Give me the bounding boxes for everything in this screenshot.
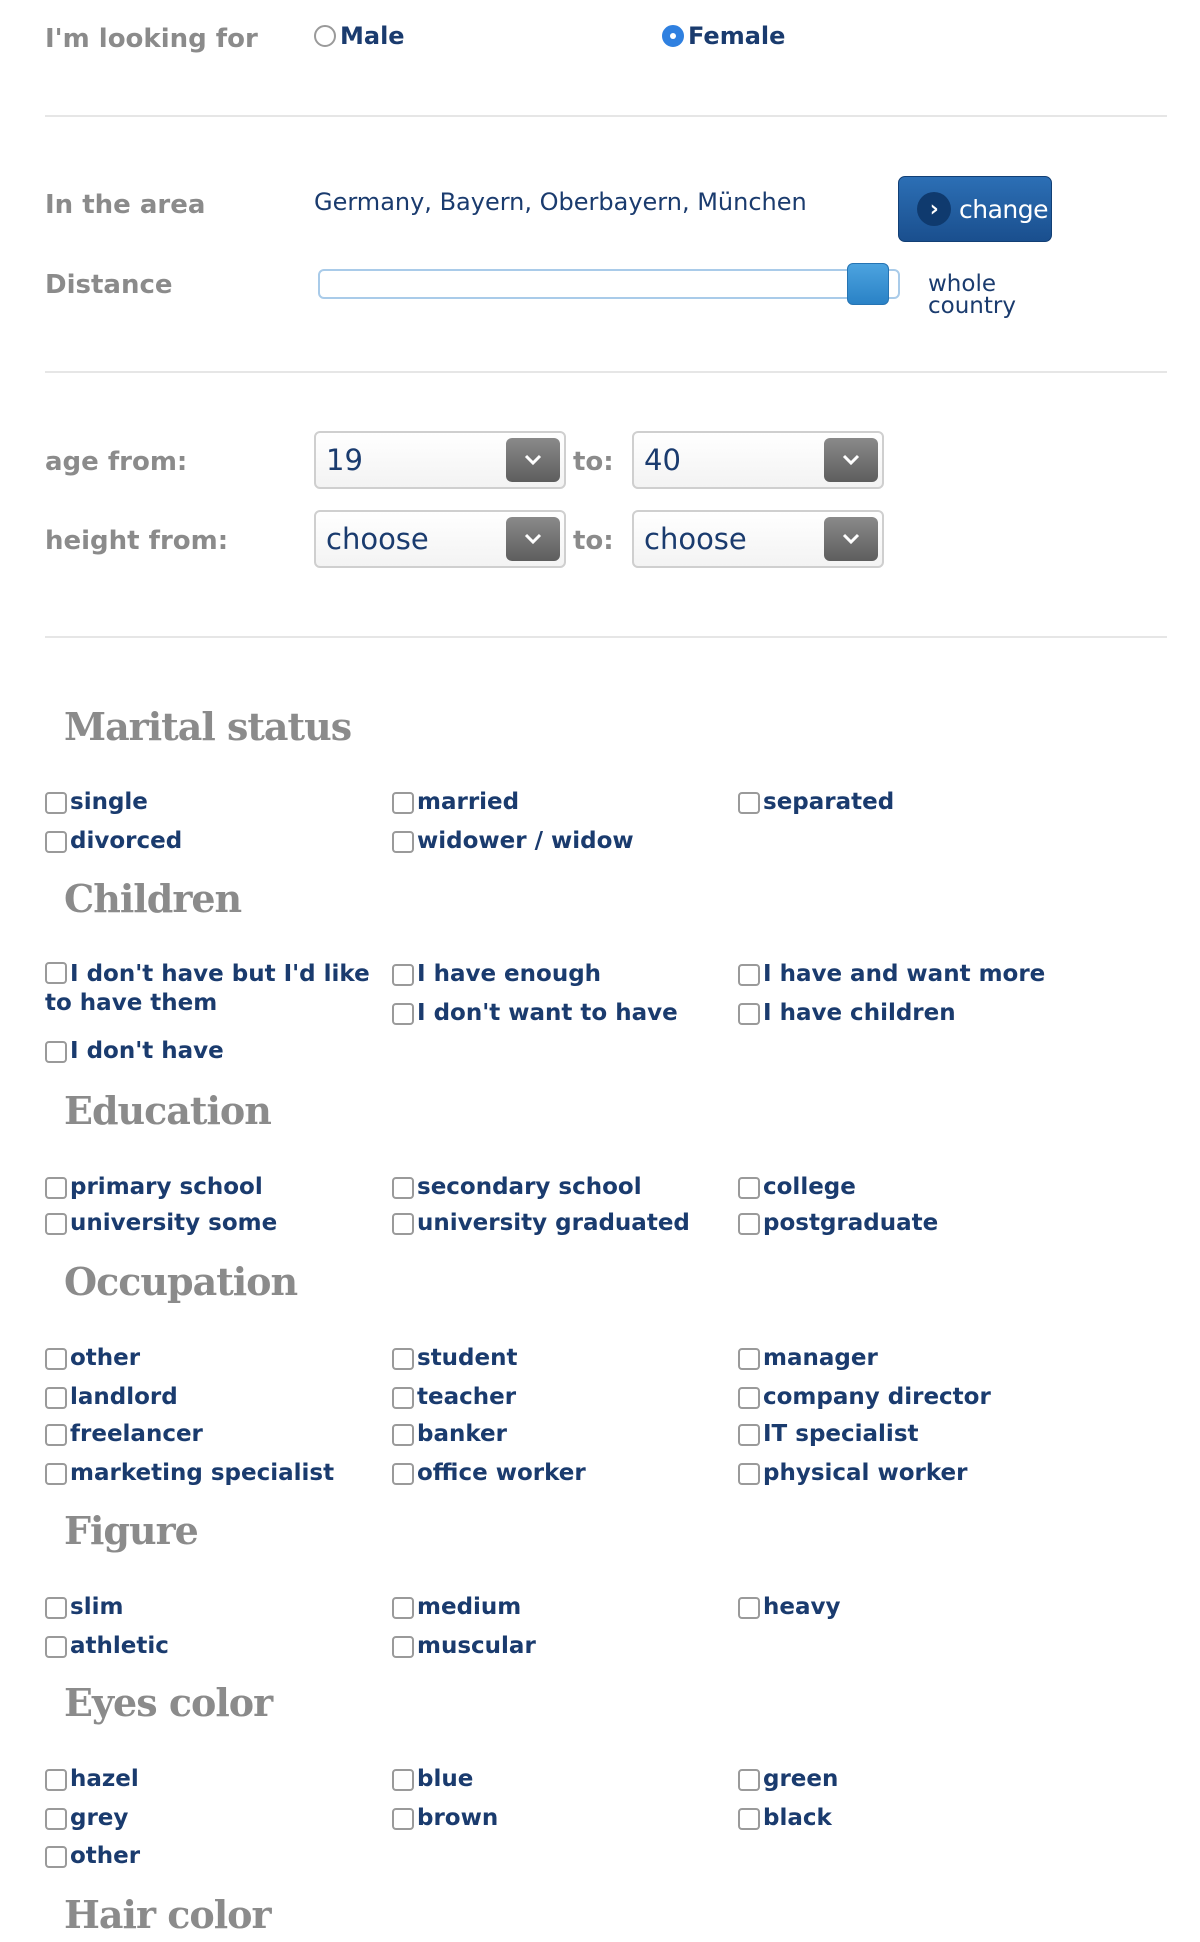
checkbox-label: other [70,1345,141,1371]
checkbox-box[interactable] [392,1597,414,1619]
checkbox-label: college [763,1174,856,1200]
hair-color-title: Hair color [64,1892,271,1937]
checkbox-university-graduated[interactable] [392,1209,690,1238]
checkbox-label: athletic [70,1633,169,1659]
checkbox-box[interactable] [392,1177,414,1199]
checkbox-label: heavy [763,1594,841,1620]
checkbox-muscular[interactable] [392,1632,536,1661]
checkbox-divorced[interactable] [45,827,182,856]
checkbox-label: primary school [70,1174,263,1200]
change-button-label: change [959,194,1049,224]
radio-circle-selected[interactable] [662,25,684,47]
checkbox-box[interactable] [738,1808,760,1830]
checkbox-box[interactable] [392,1424,414,1446]
checkbox-label: banker [417,1421,507,1447]
distance-value-line2: country [928,293,1016,319]
checkbox-label: landlord [70,1384,178,1410]
checkbox-box[interactable] [392,1808,414,1830]
checkbox-label: teacher [417,1384,517,1410]
checkbox-label: divorced [70,828,183,854]
checkbox-box[interactable] [45,1424,67,1446]
checkbox-box[interactable] [392,964,414,986]
checkbox-medium[interactable] [392,1593,521,1622]
age-to-select[interactable] [632,431,884,489]
checkbox-label: single [70,789,148,815]
checkbox-label: grey [70,1805,129,1831]
checkbox-physical-worker[interactable] [738,1459,967,1488]
checkbox-box[interactable] [738,1769,760,1791]
height-from-value: choose [326,522,429,556]
radio-circle[interactable] [314,25,336,47]
checkbox-primary-school[interactable] [45,1173,263,1202]
checkbox-label: brown [417,1805,499,1831]
checkbox-label: I don't have [70,1038,224,1064]
chevron-down-icon[interactable] [506,438,560,482]
checkbox-banker[interactable] [392,1420,507,1449]
figure-title: Figure [64,1508,198,1553]
checkbox-box[interactable] [738,1003,760,1025]
checkbox-box[interactable] [45,831,67,853]
checkbox-green[interactable] [738,1765,838,1794]
distance-slider-track[interactable] [318,269,900,299]
checkbox-label: I have enough [417,961,602,987]
age-from-label: age from: [45,447,188,477]
checkbox-label: I have and want more [763,961,1046,987]
checkbox-box[interactable] [45,1348,67,1370]
height-to-select[interactable] [632,510,884,568]
checkbox-office-worker[interactable] [392,1459,586,1488]
checkbox-box[interactable] [738,1177,760,1199]
checkbox-box[interactable] [45,1213,67,1235]
checkbox-label: I don't want to have [417,1000,678,1026]
checkbox-label: muscular [417,1633,536,1659]
divider [45,371,1167,373]
checkbox-blue[interactable] [392,1765,473,1794]
checkbox-brown[interactable] [392,1804,498,1833]
education-title: Education [64,1088,271,1133]
checkbox-box[interactable] [45,1463,67,1485]
checkbox-box[interactable] [45,1387,67,1409]
checkbox-label: married [417,789,520,815]
checkbox-label: freelancer [70,1421,203,1447]
area-value: Germany, Bayern, Oberbayern, München [314,188,807,216]
eyes-color-title: Eyes color [64,1680,273,1725]
checkbox-student[interactable] [392,1344,518,1373]
checkbox-dont-want[interactable] [392,999,678,1028]
checkbox-box[interactable] [738,792,760,814]
checkbox-box[interactable] [738,964,760,986]
age-from-value: 19 [326,443,363,477]
checkbox-label: university graduated [417,1210,690,1236]
checkbox-marketing-specialist[interactable] [45,1459,334,1488]
marital-status-title: Marital status [64,704,352,749]
checkbox-label: student [417,1345,518,1371]
children-title: Children [64,876,242,921]
checkbox-manager[interactable] [738,1344,878,1373]
checkbox-label: IT specialist [763,1421,919,1447]
checkbox-have-enough[interactable] [392,960,601,989]
divider [45,636,1167,638]
checkbox-box[interactable] [738,1387,760,1409]
looking-for-label: I'm looking for [45,24,258,54]
checkbox-label: marketing specialist [70,1460,335,1486]
checkbox-box[interactable] [392,1636,414,1658]
checkbox-box[interactable] [738,1213,760,1235]
checkbox-box[interactable] [45,1177,67,1199]
occupation-title: Occupation [64,1259,298,1304]
checkbox-have-children[interactable] [738,999,956,1028]
checkbox-it-specialist[interactable] [738,1420,919,1449]
checkbox-label: widower / widow [417,828,634,854]
checkbox-black[interactable] [738,1804,832,1833]
height-to-value: choose [644,522,747,556]
checkbox-label: company director [763,1384,991,1410]
checkbox-label: secondary school [417,1174,642,1200]
checkbox-other[interactable] [45,1344,140,1373]
divider [45,115,1167,117]
chevron-down-icon[interactable] [824,438,878,482]
checkbox-box[interactable] [392,1213,414,1235]
checkbox-label: other [70,1843,141,1869]
distance-value-line1: whole [928,271,997,297]
checkbox-label: hazel [70,1766,139,1792]
checkbox-postgraduate[interactable] [738,1209,938,1238]
area-label: In the area [45,190,206,220]
checkbox-dont-have[interactable] [45,1037,224,1066]
checkbox-box[interactable] [392,1003,414,1025]
checkbox-secondary-school[interactable] [392,1173,642,1202]
checkbox-label: office worker [417,1460,586,1486]
checkbox-hazel[interactable] [45,1765,139,1794]
checkbox-company-director[interactable] [738,1383,991,1412]
height-from-label: height from: [45,526,229,556]
checkbox-box[interactable] [738,1424,760,1446]
gender-female-radio[interactable] [662,22,785,50]
checkbox-label: blue [417,1766,474,1792]
checkbox-box[interactable] [392,1769,414,1791]
checkbox-box[interactable] [45,1041,67,1063]
checkbox-box[interactable] [45,792,67,814]
checkbox-box[interactable] [392,1348,414,1370]
checkbox-box[interactable] [45,1808,67,1830]
checkbox-box[interactable] [392,1463,414,1485]
checkbox-box[interactable] [392,1387,414,1409]
checkbox-university-some[interactable] [45,1209,277,1238]
checkbox-dont-have-but-like[interactable] [45,960,385,1018]
gender-male-label: Male [340,22,405,50]
gender-female-label: Female [688,22,786,50]
checkbox-box[interactable] [45,1597,67,1619]
distance-label: Distance [45,270,173,300]
checkbox-box[interactable] [45,1846,67,1868]
chevron-right-icon: › [917,192,951,226]
checkbox-label: I have children [763,1000,956,1026]
checkbox-slim[interactable] [45,1593,123,1622]
checkbox-label: manager [763,1345,878,1371]
checkbox-have-want-more[interactable] [738,960,1045,989]
distance-slider-thumb[interactable] [847,263,889,305]
checkbox-separated[interactable] [738,788,894,817]
age-to-label: to: [573,447,614,477]
checkbox-label: green [763,1766,839,1792]
change-area-button[interactable] [898,176,1052,242]
checkbox-single[interactable] [45,788,148,817]
checkbox-heavy[interactable] [738,1593,840,1622]
checkbox-widower-widow[interactable] [392,827,634,856]
checkbox-label: slim [70,1594,124,1620]
checkbox-freelancer[interactable] [45,1420,203,1449]
checkbox-label: separated [763,789,895,815]
checkbox-box[interactable] [45,962,67,984]
chevron-down-icon[interactable] [824,517,878,561]
checkbox-box[interactable] [392,831,414,853]
gender-male-radio[interactable] [314,22,405,50]
checkbox-grey[interactable] [45,1804,128,1833]
checkbox-box[interactable] [45,1636,67,1658]
checkbox-label: physical worker [763,1460,968,1486]
checkbox-box[interactable] [738,1597,760,1619]
chevron-down-icon[interactable] [506,517,560,561]
checkbox-label: medium [417,1594,522,1620]
checkbox-label: black [763,1805,832,1831]
checkbox-label: I don't have but I'd like to have them [45,961,370,1016]
checkbox-box[interactable] [738,1463,760,1485]
checkbox-teacher[interactable] [392,1383,516,1412]
age-to-value: 40 [644,443,681,477]
checkbox-college[interactable] [738,1173,856,1202]
checkbox-label: postgraduate [763,1210,939,1236]
height-from-select[interactable] [314,510,566,568]
checkbox-box[interactable] [45,1769,67,1791]
checkbox-athletic[interactable] [45,1632,169,1661]
height-to-label: to: [573,526,614,556]
checkbox-married[interactable] [392,788,519,817]
checkbox-other-eyes[interactable] [45,1842,140,1871]
checkbox-landlord[interactable] [45,1383,178,1412]
checkbox-label: university some [70,1210,278,1236]
distance-value [928,273,1016,317]
age-from-select[interactable] [314,431,566,489]
checkbox-box[interactable] [738,1348,760,1370]
checkbox-box[interactable] [392,792,414,814]
